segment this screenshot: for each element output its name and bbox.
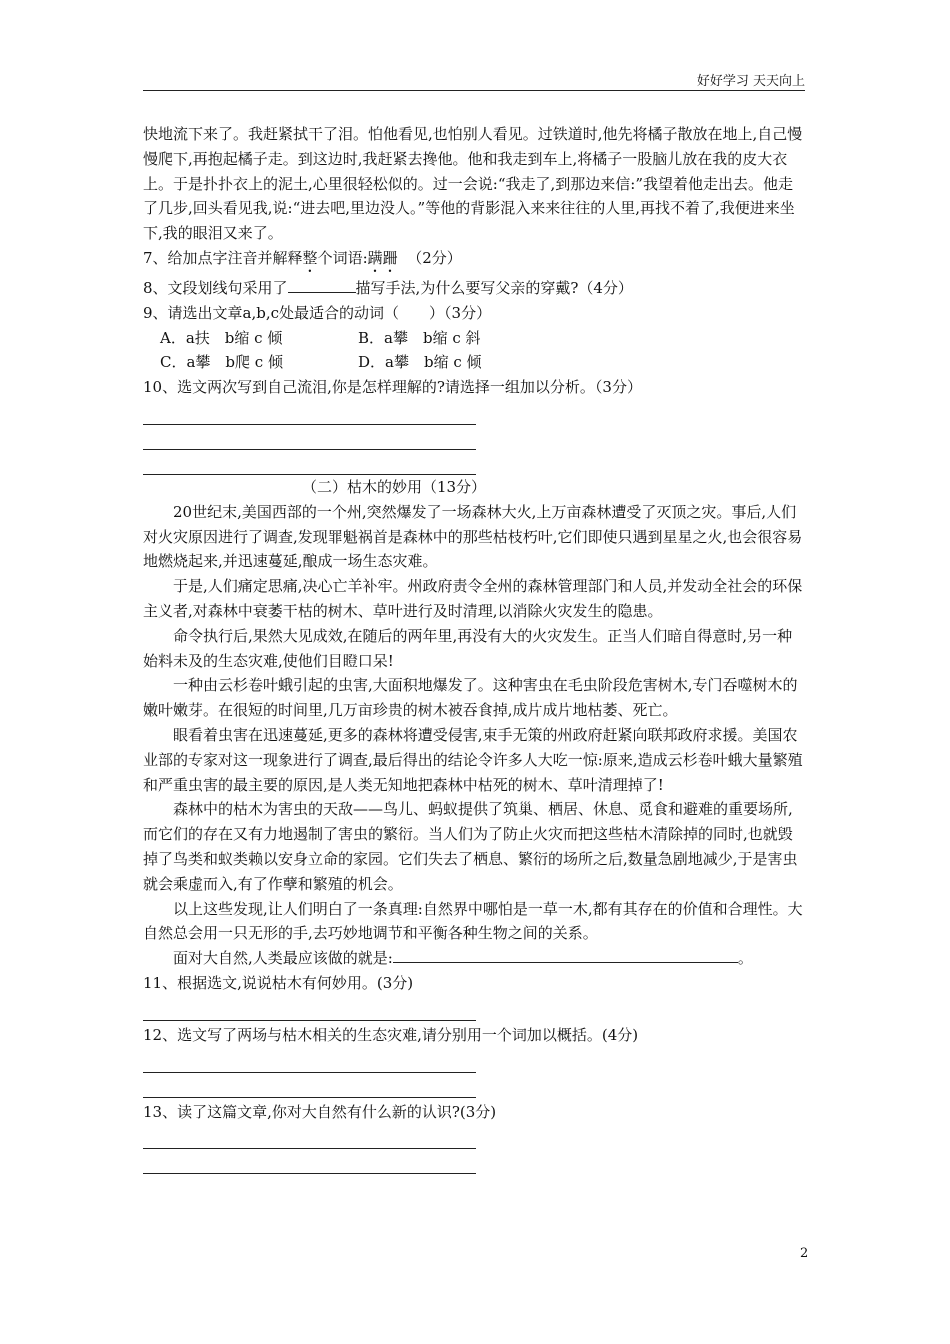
page-header: [143, 66, 805, 91]
answer-line[interactable]: [143, 1149, 476, 1174]
q9-option-c[interactable]: C．a攀 b爬 c 倾: [160, 353, 283, 372]
section2-last-line: [143, 946, 805, 971]
question-12: 12、选文写了两场与枯木相关的生态灾难,请分别用一个词加以概括。(4分): [143, 1025, 639, 1044]
last-line-blank[interactable]: [393, 946, 738, 963]
q8-prefix: 8、文段划线句采用了: [143, 278, 288, 297]
q8-suffix: 描写手法,为什么要写父亲的穿戴?（4分）: [355, 278, 633, 297]
question-8: [143, 276, 805, 301]
q7-mid: 个词语:: [317, 248, 368, 267]
section2-paragraph: 命令执行后,果然大见成效,在随后的两年里,再没有大的火灾发生。正当人们暗自得意时,另一种始料未及的生态灾难,使他们目瞪口呆!: [143, 626, 793, 670]
q9-option-b[interactable]: B．a攀 b缩 c 斜: [358, 328, 481, 347]
section2-title: （二）枯木的妙用（13分）: [301, 477, 487, 496]
header-text: 好好学习 天天向上: [696, 74, 805, 89]
question-9: 9、请选出文章a,b,c处最适合的动词（ ）（3分）: [143, 303, 492, 322]
q9-option-a[interactable]: A．a扶 b缩 c 倾: [160, 328, 283, 347]
q9-options-row-2: [143, 350, 805, 375]
question-11: 11、根据选文,说说枯木有何妙用。(3分): [143, 973, 414, 992]
q9-options-row-1: [143, 326, 805, 351]
page-number: 2: [800, 1246, 809, 1261]
section2-paragraph: 于是,人们痛定思痛,决心亡羊补牢。州政府责令全州的森林管理部门和人员,并发动全社会的环保主义者,对森林中衰萎干枯的树木、草叶进行及时清理,以消除火灾发生的隐患。: [143, 577, 803, 620]
section2-paragraph: 一种由云杉卷叶蛾引起的虫害,大面积地爆发了。这种害虫在毛虫阶段危害树木,专门吞噬树木的嫩叶嫩芽。在很短的时间里,几万亩珍贵的树木被吞食掉,成片成片地枯萎、死亡。: [143, 676, 798, 720]
question-13: 13、读了这篇文章,你对大自然有什么新的认识?(3分): [143, 1102, 497, 1121]
q9-option-d[interactable]: D．a攀 b缩 c 倾: [358, 353, 482, 372]
section2-paragraph: 20世纪末,美国西部的一个州,突然爆发了一场森林大火,上万亩森林遭受了灭顶之灾。事后,人们对火灾原因进行了调查,发现罪魁祸首是森林中的那些枯枝朽叶,它们即使只遇到星星之火,也会很容易地燃烧起来,并迅速蔓延,酿成一场生态灾难。: [143, 502, 803, 571]
answer-line[interactable]: [143, 1073, 476, 1098]
answer-line[interactable]: [143, 425, 476, 450]
last-line-prefix: 面对大自然,人类最应该做的就是:: [173, 949, 393, 968]
answer-line[interactable]: [143, 450, 476, 475]
section2-paragraph: 以上这些发现,让人们明白了一条真理:自然界中哪怕是一草一木,都有其存在的价值和合理性。大自然总会用一只无形的手,去巧妙地调节和平衡各种生物之间的关系。: [143, 899, 803, 943]
passage1-paragraph: 快地流下来了。我赶紧拭干了泪。怕他看见,也怕别人看见。过铁道时,他先将橘子散放在地上,自己慢慢爬下,再抱起橘子走。到这边时,我赶紧去搀他。他和我走到车上,将橘子一股脑儿放在我的皮大衣上。于是扑扑衣上的泥土,心里很轻松似的。过一会说:“我走了,到那边来信:”我望着他走出去。他走了几步,回头看见我,说:“进去吧,里边没人。”等他的背影混入来来往往的人里,再找不着了,我便进来坐下,我的眼泪又来了。: [143, 125, 803, 243]
answer-line[interactable]: [143, 996, 476, 1021]
q7-suffix: （2分）: [407, 248, 462, 267]
q7-dotted-word: 蹒跚: [367, 248, 398, 267]
question-10: 10、选文两次写到自己流泪,你是怎样理解的?请选择一组加以分析。（3分）: [143, 378, 642, 397]
question-7: [143, 246, 805, 276]
section2-paragraph: 眼看着虫害在迅速蔓延,更多的森林将遭受侵害,束手无策的州政府赶紧向联邦政府求援。美国农业部的专家对这一现象进行了调查,最后得出的结论令许多人大吃一惊:原来,造成云杉卷叶蛾大量繁殖和严重虫害的最主要的原因,是人类无知地把森林中枯死的树木、草叶清理掉了!: [143, 725, 803, 794]
section2-paragraph: 森林中的枯木为害虫的天敌——鸟儿、蚂蚁提供了筑巢、栖居、休息、觅食和避难的重要场所,而它们的存在又有力地遏制了害虫的繁衍。当人们为了防止火灾而把这些枯木清除掉的同时,也就毁掉了鸟类和蚁类赖以安身立命的家园。它们失去了栖息、繁衍的场所之后,数量急剧地减少,于是害虫就会乘虚而入,有了作孽和繁殖的机会。: [143, 800, 798, 893]
q7-dotted-char: 整: [302, 248, 318, 267]
answer-line[interactable]: [143, 1124, 476, 1149]
q8-blank[interactable]: [288, 276, 356, 293]
last-line-suffix: 。: [737, 949, 753, 968]
answer-line[interactable]: [143, 1048, 476, 1073]
answer-line[interactable]: [143, 400, 476, 425]
page-content: [143, 122, 805, 1174]
q7-prefix: 7、给加点字注音并解释: [143, 248, 303, 267]
